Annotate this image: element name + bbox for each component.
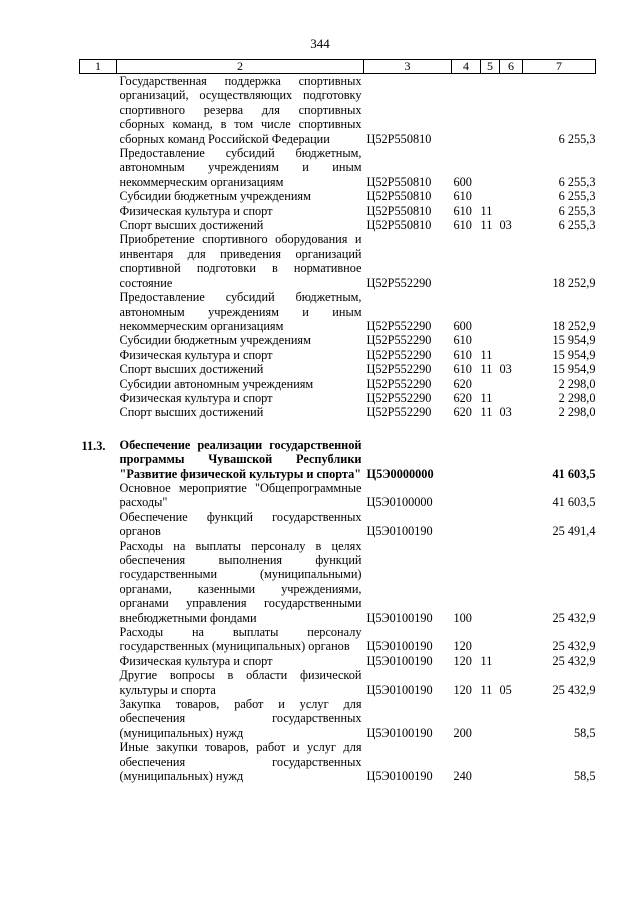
target-article-code: Ц52P550810 xyxy=(366,131,432,146)
expense-type-code xyxy=(452,438,481,481)
row-number xyxy=(80,668,117,697)
row-number xyxy=(80,232,117,290)
target-article-code: Ц52P552290 xyxy=(366,347,432,362)
subsection-code: 03 xyxy=(499,218,512,233)
amount: 6 255,3 xyxy=(558,189,596,204)
expense-type-code: 600 xyxy=(453,174,472,189)
subsection-code xyxy=(500,146,523,189)
expense-name: Спорт высших достижений xyxy=(119,218,264,233)
row-number: 11.3. xyxy=(81,438,106,453)
expense-name: Основное мероприятие "Общепрограммные расходы" xyxy=(119,480,362,510)
expense-name: Физическая культура и спорт xyxy=(119,203,273,218)
table-row xyxy=(80,218,596,232)
target-article-code: Ц52P552290 xyxy=(366,362,432,377)
row-number xyxy=(80,146,117,189)
subsection-code: 03 xyxy=(499,362,512,377)
row-number xyxy=(80,189,117,203)
amount: 58,5 xyxy=(573,769,596,784)
table-row xyxy=(80,232,596,290)
subsection-code xyxy=(500,232,523,290)
expense-name: Спорт высших достижений xyxy=(119,362,264,377)
expense-name: Физическая культура и спорт xyxy=(119,390,273,405)
table-row xyxy=(80,625,596,654)
table-row xyxy=(80,481,596,510)
page-number: 344 xyxy=(310,36,330,51)
target-article-code: Ц52P550810 xyxy=(366,203,432,218)
amount: 15 954,9 xyxy=(552,362,596,377)
subsection-code xyxy=(500,438,523,481)
section-code xyxy=(481,232,500,290)
section-code xyxy=(481,481,500,510)
target-article-code: Ц5Э0000000 xyxy=(366,466,434,481)
column-header: 5 xyxy=(481,60,500,74)
table-row xyxy=(80,668,596,697)
section-code xyxy=(481,146,500,189)
expense-type-code xyxy=(452,74,481,147)
table-row xyxy=(80,697,596,740)
expense-name: Обеспечение реализации государственной программы Чувашской Республики "Развитие физической культуры и спорта" xyxy=(119,437,362,481)
expense-type-code: 620 xyxy=(453,390,472,405)
table-row xyxy=(80,740,596,783)
amount: 25 432,9 xyxy=(552,610,596,625)
section-code xyxy=(481,189,500,203)
spacer-cell xyxy=(80,420,596,438)
amount: 58,5 xyxy=(573,725,596,740)
section-code xyxy=(481,333,500,347)
row-number xyxy=(80,654,117,668)
expense-type-code: 610 xyxy=(453,347,472,362)
table-row xyxy=(80,74,596,147)
subsection-code xyxy=(500,740,523,783)
table-row xyxy=(80,146,596,189)
budget-table xyxy=(79,59,596,784)
target-article-code: Ц52P550810 xyxy=(366,174,432,189)
target-article-code: Ц52P552290 xyxy=(366,390,432,405)
expense-type-code: 610 xyxy=(453,333,472,348)
expense-name: Субсидии бюджетным учреждениям xyxy=(119,189,311,204)
section-code xyxy=(481,74,500,147)
amount: 2 298,0 xyxy=(558,390,596,405)
table-row xyxy=(80,377,596,391)
row-number xyxy=(80,290,117,333)
target-article-code: Ц5Э0100190 xyxy=(366,682,433,697)
subsection-code: 05 xyxy=(499,682,512,697)
row-number xyxy=(80,74,117,147)
section-code: 11 xyxy=(480,653,493,668)
section-code: 11 xyxy=(480,390,493,405)
row-number xyxy=(80,204,117,218)
section-code xyxy=(481,625,500,654)
subsection-code xyxy=(500,697,523,740)
section-code: 11 xyxy=(480,218,493,233)
subsection-code xyxy=(500,625,523,654)
amount: 6 255,3 xyxy=(558,131,596,146)
subsection-code: 03 xyxy=(499,405,512,420)
row-number xyxy=(80,740,117,783)
amount: 6 255,3 xyxy=(558,218,596,233)
spacer-row xyxy=(80,420,596,438)
expense-type-code: 120 xyxy=(453,639,472,654)
expense-type-code: 120 xyxy=(453,653,472,668)
expense-type-code: 610 xyxy=(453,218,472,233)
expense-name: Предоставление субсидий бюджетным, автономным учреждениям и иным некоммерческим организациям xyxy=(119,290,362,333)
row-number xyxy=(80,391,117,405)
target-article-code: Ц52P550810 xyxy=(366,218,432,233)
expense-type-code: 610 xyxy=(453,362,472,377)
subsection-code xyxy=(500,74,523,147)
expense-name: Обеспечение функций государственных органов xyxy=(119,509,362,539)
column-header: 1 xyxy=(80,60,117,74)
row-number xyxy=(80,333,117,347)
row-number xyxy=(80,405,117,419)
expense-name: Расходы на выплаты персоналу в целях обеспечения выполнения функций государственными (муниципальными) органами, казенными учреждениями, органами управления государственными внебюджетными фондами xyxy=(119,538,362,625)
section-code: 11 xyxy=(480,682,493,697)
subsection-code xyxy=(500,348,523,362)
expense-name: Иные закупки товаров, работ и услуг для обеспечения государственных (муниципальных) нужд xyxy=(119,740,362,784)
table-row xyxy=(80,654,596,668)
expense-type-code: 120 xyxy=(453,682,472,697)
target-article-code: Ц52P552290 xyxy=(366,333,432,348)
amount: 25 432,9 xyxy=(552,653,596,668)
expense-type-code: 600 xyxy=(453,318,472,333)
expense-type-code xyxy=(452,232,481,290)
subsection-code xyxy=(500,539,523,625)
table-row xyxy=(80,348,596,362)
section-code: 11 xyxy=(480,362,493,377)
amount: 2 298,0 xyxy=(558,405,596,420)
subsection-code xyxy=(500,391,523,405)
target-article-code: Ц52P552290 xyxy=(366,275,432,290)
expense-name: Физическая культура и спорт xyxy=(119,347,273,362)
column-header: 7 xyxy=(523,60,596,74)
column-header: 2 xyxy=(117,60,364,74)
table-header-row xyxy=(80,60,596,74)
row-number xyxy=(80,625,117,654)
column-header: 6 xyxy=(500,60,523,74)
section-code xyxy=(481,740,500,783)
target-article-code: Ц5Э0100190 xyxy=(366,524,433,539)
row-number xyxy=(80,377,117,391)
table-row xyxy=(80,539,596,625)
table-row xyxy=(80,333,596,347)
expense-type-code: 610 xyxy=(453,203,472,218)
target-article-code: Ц5Э0100000 xyxy=(366,495,433,510)
subsection-code xyxy=(500,654,523,668)
subsection-code xyxy=(500,481,523,510)
target-article-code: Ц5Э0100190 xyxy=(366,639,433,654)
amount: 15 954,9 xyxy=(552,347,596,362)
expense-name: Государственная поддержка спортивных организаций, осуществляющих подготовку спортивного резерва для спортивных сборных команд, в том числе спортивных сборных команд Российской Федерации xyxy=(119,74,362,146)
expense-name: Закупка товаров, работ и услуг для обеспечения государственных (муниципальных) нужд xyxy=(119,697,362,740)
expense-name: Предоставление субсидий бюджетным, автономным учреждениям и иным некоммерческим организациям xyxy=(119,146,362,189)
column-header: 3 xyxy=(364,60,452,74)
amount: 41 603,5 xyxy=(552,466,596,481)
expense-type-code: 100 xyxy=(453,610,472,625)
table-row xyxy=(80,405,596,419)
row-number xyxy=(80,510,117,539)
section-code: 11 xyxy=(480,347,493,362)
table-row xyxy=(80,189,596,203)
subsection-code xyxy=(500,333,523,347)
expense-type-code: 610 xyxy=(453,189,472,204)
expense-type-code: 200 xyxy=(453,725,472,740)
expense-name: Физическая культура и спорт xyxy=(119,653,273,668)
target-article-code: Ц5Э0100190 xyxy=(366,653,433,668)
section-code: 11 xyxy=(480,405,493,420)
expense-name: Приобретение спортивного оборудования и инвентаря для приведения организаций спортивной подготовки в нормативное состояние xyxy=(119,232,362,290)
subsection-code xyxy=(500,377,523,391)
table-row xyxy=(80,438,596,481)
amount: 25 491,4 xyxy=(552,524,596,539)
expense-name: Субсидии автономным учреждениям xyxy=(119,376,314,391)
target-article-code: Ц5Э0100190 xyxy=(366,725,433,740)
row-number xyxy=(80,362,117,376)
amount: 18 252,9 xyxy=(552,318,596,333)
expense-type-code xyxy=(452,510,481,539)
target-article-code: Ц52P552290 xyxy=(366,405,432,420)
subsection-code xyxy=(500,510,523,539)
section-code xyxy=(481,539,500,625)
section-code xyxy=(481,290,500,333)
expense-type-code: 620 xyxy=(453,405,472,420)
target-article-code: Ц52P552290 xyxy=(366,318,432,333)
row-number xyxy=(80,539,117,625)
table-row xyxy=(80,362,596,376)
expense-type-code: 240 xyxy=(453,769,472,784)
section-code: 11 xyxy=(480,203,493,218)
expense-name: Спорт высших достижений xyxy=(119,405,264,420)
table-body xyxy=(80,74,596,784)
section-code xyxy=(481,438,500,481)
subsection-code xyxy=(500,204,523,218)
target-article-code: Ц5Э0100190 xyxy=(366,769,433,784)
expense-name: Субсидии бюджетным учреждениям xyxy=(119,333,311,348)
row-number xyxy=(80,218,117,232)
row-number xyxy=(80,697,117,740)
amount: 41 603,5 xyxy=(552,495,596,510)
expense-type-code: 620 xyxy=(453,376,472,391)
target-article-code: Ц5Э0100190 xyxy=(366,610,433,625)
row-number xyxy=(80,348,117,362)
table-row xyxy=(80,391,596,405)
table-row xyxy=(80,290,596,333)
column-header: 4 xyxy=(452,60,481,74)
target-article-code: Ц52P550810 xyxy=(366,189,432,204)
expense-name: Расходы на выплаты персоналу государственных (муниципальных) органов xyxy=(119,625,362,654)
row-number xyxy=(80,481,117,510)
amount: 15 954,9 xyxy=(552,333,596,348)
table-row xyxy=(80,204,596,218)
amount: 18 252,9 xyxy=(552,275,596,290)
expense-type-code xyxy=(452,481,481,510)
subsection-code xyxy=(500,189,523,203)
subsection-code xyxy=(500,290,523,333)
amount: 6 255,3 xyxy=(558,174,596,189)
amount: 25 432,9 xyxy=(552,682,596,697)
table-row xyxy=(80,510,596,539)
amount: 25 432,9 xyxy=(552,639,596,654)
amount: 2 298,0 xyxy=(558,376,596,391)
section-code xyxy=(481,510,500,539)
amount: 6 255,3 xyxy=(558,203,596,218)
section-code xyxy=(481,697,500,740)
target-article-code: Ц52P552290 xyxy=(366,376,432,391)
section-code xyxy=(481,377,500,391)
expense-name: Другие вопросы в области физической культуры и спорта xyxy=(119,668,362,697)
